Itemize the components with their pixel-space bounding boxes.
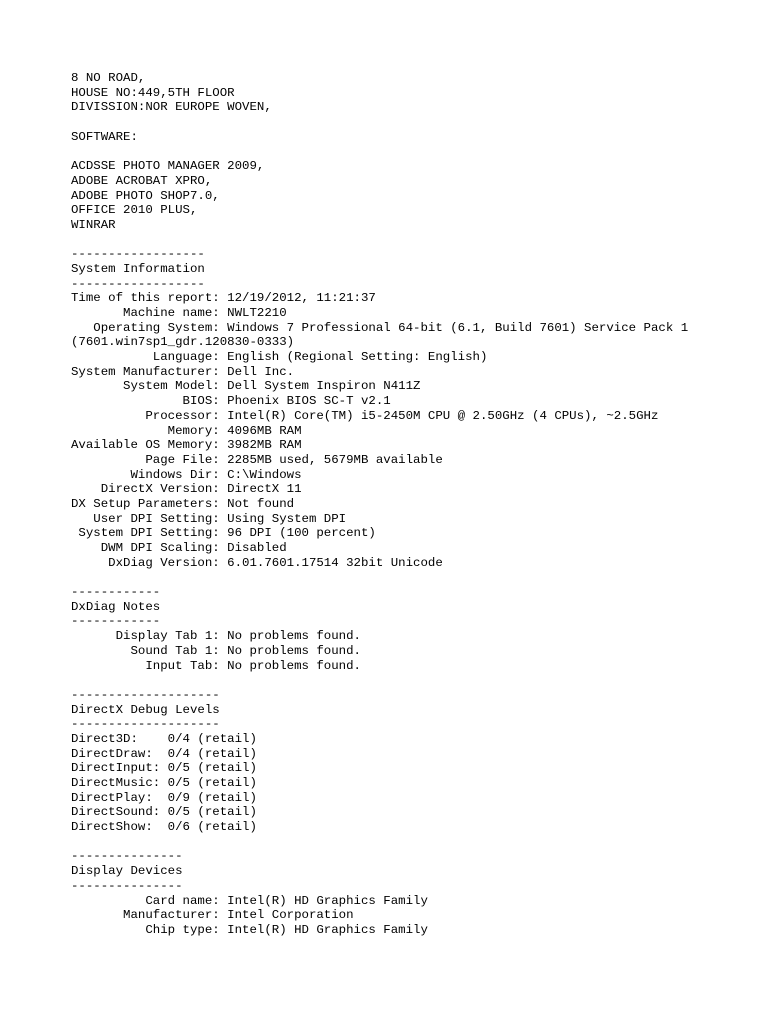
section-title: DirectX Debug Levels <box>71 702 220 717</box>
blank-line <box>71 144 751 159</box>
info-line: Available OS Memory: 3982MB RAM <box>71 438 302 453</box>
info-line: User DPI Setting: Using System DPI <box>71 511 347 526</box>
software-item: ADOBE PHOTO SHOP7.0, <box>71 188 220 203</box>
section-title: DxDiag Notes <box>71 599 161 614</box>
info-line: Machine name: NWLT2210 <box>71 306 287 320</box>
info-line: Language: English (Regional Setting: English) <box>71 350 488 365</box>
debug-line: DirectMusic: 0/5 (retail) <box>71 776 257 790</box>
info-line: BIOS: Phoenix BIOS SC-T v2.1 <box>71 394 391 409</box>
info-line: System DPI Setting: 96 DPI (100 percent) <box>71 526 376 541</box>
section-rule: --------------- <box>71 849 183 864</box>
section-rule: ------------------ <box>71 276 205 291</box>
info-line: Operating System: Windows 7 Professional 64-bit (6.1, Build 7601) Service Pack 1 <box>71 320 689 335</box>
software-item: ADOBE ACROBAT XPRO, <box>71 173 213 188</box>
blank-line <box>71 115 751 130</box>
section-rule: ------------------ <box>71 247 205 262</box>
info-line: DX Setup Parameters: Not found <box>71 496 295 511</box>
info-line: DirectX Version: DirectX 11 <box>71 482 302 497</box>
device-line: Chip type: Intel(R) HD Graphics Family <box>71 922 428 937</box>
address-block <box>71 71 751 115</box>
address-line: DIVISSION:NOR EUROPE WOVEN, <box>71 100 272 115</box>
note-line: Sound Tab 1: No problems found. <box>71 643 361 658</box>
device-line: Manufacturer: Intel Corporation <box>71 908 354 923</box>
blank-line <box>71 233 751 248</box>
section-title: System Information <box>71 261 205 276</box>
section-rule: -------------------- <box>71 717 220 732</box>
blank-line <box>71 570 751 585</box>
info-line: Windows Dir: C:\Windows <box>71 467 302 482</box>
section-rule: -------------------- <box>71 687 220 702</box>
blank-line <box>71 673 751 688</box>
note-line: Display Tab 1: No problems found. <box>71 629 361 644</box>
software-item: WINRAR <box>71 217 116 232</box>
section-title: Display Devices <box>71 864 183 879</box>
address-line: HOUSE NO:449,5TH FLOOR <box>71 85 235 100</box>
software-heading: SOFTWARE: <box>71 129 138 144</box>
info-line: Processor: Intel(R) Core(TM) i5-2450M CPU @ 2.50GHz (4 CPUs), ~2.5GHz <box>71 408 659 423</box>
address-line: 8 NO ROAD, <box>71 71 146 85</box>
note-line: Input Tab: No problems found. <box>71 658 361 673</box>
info-line: DWM DPI Scaling: Disabled <box>71 541 287 555</box>
info-line: DxDiag Version: 6.01.7601.17514 32bit Unicode <box>71 555 443 570</box>
section-rule: ------------ <box>71 585 161 600</box>
section-rule: ------------ <box>71 614 161 629</box>
info-line: Time of this report: 12/19/2012, 11:21:37 <box>71 291 376 306</box>
system-information-section <box>71 247 751 570</box>
info-line: (7601.win7sp1_gdr.120830-0333) <box>71 335 295 350</box>
device-line: Card name: Intel(R) HD Graphics Family <box>71 893 428 908</box>
dxdiag-report <box>71 71 751 938</box>
debug-line: DirectSound: 0/5 (retail) <box>71 805 257 820</box>
software-item: ACDSSE PHOTO MANAGER 2009, <box>71 159 265 174</box>
debug-line: Direct3D: 0/4 (retail) <box>71 731 257 746</box>
dxdiag-notes-section <box>71 585 751 673</box>
display-devices-section <box>71 849 751 937</box>
blank-line <box>71 835 751 850</box>
debug-line: DirectDraw: 0/4 (retail) <box>71 746 257 761</box>
info-line: System Manufacturer: Dell Inc. <box>71 364 295 379</box>
software-list <box>71 159 751 232</box>
debug-levels-section <box>71 688 751 835</box>
debug-line: DirectShow: 0/6 (retail) <box>71 820 257 835</box>
section-rule: --------------- <box>71 878 183 893</box>
debug-line: DirectInput: 0/5 (retail) <box>71 761 257 776</box>
info-line: Memory: 4096MB RAM <box>71 423 302 438</box>
software-item: OFFICE 2010 PLUS, <box>71 203 198 218</box>
info-line: System Model: Dell System Inspiron N411Z <box>71 379 421 394</box>
debug-line: DirectPlay: 0/9 (retail) <box>71 790 257 805</box>
info-line: Page File: 2285MB used, 5679MB available <box>71 452 443 467</box>
